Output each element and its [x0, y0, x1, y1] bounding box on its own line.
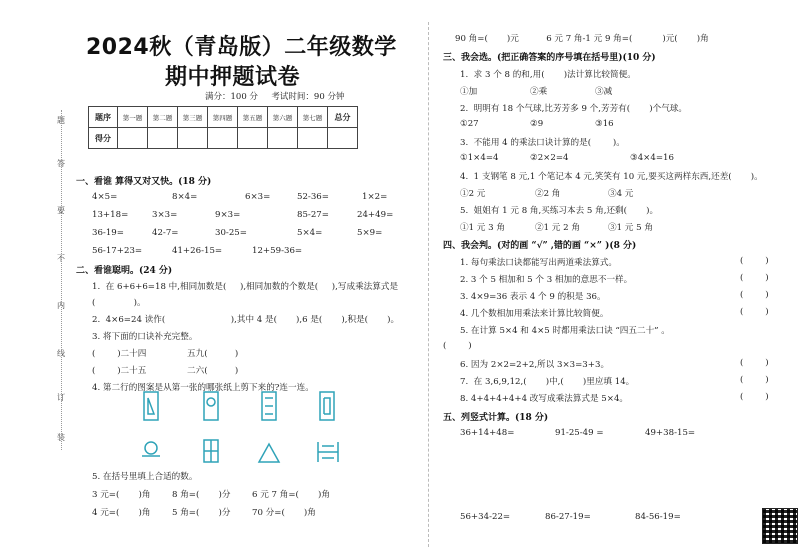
option[interactable]: ①1×4=4 [460, 153, 499, 163]
calc-item: 41+26-15= [172, 246, 223, 256]
binding-char: 答 [57, 159, 65, 168]
question-text: 4 元=( )角 [92, 508, 151, 518]
binding-char: 内 [57, 301, 65, 310]
question-text: 5. 姐姐有 1 元 8 角,买练习本去 5 角,还剩( )。 [460, 206, 659, 216]
option[interactable]: ①2 元 [460, 189, 486, 199]
answer-paren[interactable]: ( ) [443, 341, 472, 351]
score-blank[interactable] [148, 128, 178, 149]
judge-item: 2. 3 个 5 相加和 5 个 3 相加的意思不一样。 [460, 275, 633, 285]
score-blank[interactable] [238, 128, 268, 149]
score-cell: 第六题 [268, 107, 298, 128]
score-cell: 第二题 [148, 107, 178, 128]
vertical-calc-item: 91-25-49 = [555, 428, 604, 438]
option[interactable]: ②1 元 2 角 [535, 223, 580, 233]
triangle-shape-icon [259, 444, 279, 462]
cut-paper-figures [138, 390, 368, 470]
calc-item: 36-19= [92, 228, 124, 238]
score-cell: 第五题 [238, 107, 268, 128]
question-text: 3. 将下面的口诀补充完整。 [92, 332, 198, 342]
score-table [88, 106, 358, 149]
score-blank[interactable] [328, 128, 358, 149]
binding-char: 装 [57, 433, 65, 442]
qr-code-icon [762, 508, 798, 544]
answer-paren[interactable]: ( ) [740, 392, 769, 402]
calc-item: 12+59-36= [252, 246, 303, 256]
answer-paren[interactable]: ( ) [740, 307, 769, 317]
judge-item: 3. 4×9=36 表示 4 个 9 的积是 36。 [460, 292, 606, 302]
binding-margin [0, 0, 65, 552]
judge-item: 8. 4+4+4+4+4 改写成乘法算式是 5×4。 [460, 394, 629, 404]
question-text: 2. 4×6=24 读作( ),其中 4 是( ),6 是( ),积是( )。 [92, 315, 400, 325]
score-cell: 题序 [89, 107, 118, 128]
answer-paren[interactable]: ( ) [740, 358, 769, 368]
circle-cut-icon [207, 398, 215, 406]
calc-item: 5×9= [357, 228, 383, 238]
calc-item: 1×2= [362, 192, 388, 202]
option[interactable]: ③4×4=16 [630, 153, 674, 163]
binding-char: 订 [57, 393, 65, 402]
question-text: 3. 不能用 4 的乘法口诀计算的是( )。 [460, 138, 625, 148]
question-text: 1. 求 3 个 8 的和,用( )法计算比较简便。 [460, 70, 636, 80]
score-cell: 得分 [89, 128, 118, 149]
vertical-calc-item: 86-27-19= [545, 512, 591, 522]
judge-item: 4. 几个数相加用乘法来计算比较简便。 [460, 309, 609, 319]
calc-item: 8×4= [172, 192, 198, 202]
answer-paren[interactable]: ( ) [740, 375, 769, 385]
score-blank[interactable] [298, 128, 328, 149]
question-text: 70 分=( )角 [252, 508, 316, 518]
question-text: 4. 1 支钢笔 8 元,1 个笔记本 4 元,笑笑有 10 元,要买这两样东西,还差( )。 [460, 172, 763, 182]
binding-char: 线 [57, 349, 65, 358]
section-3-title: 三、我会选。(把正确答案的序号填在括号里)(10 分) [443, 53, 656, 63]
question-text: ( )二十四 [92, 349, 147, 359]
binding-char: 不 [57, 254, 65, 263]
triangle-cut-icon [148, 398, 154, 414]
rect-cut-icon [324, 398, 330, 414]
score-table-header-row [89, 107, 358, 128]
bell-shape-icon [145, 442, 157, 454]
judge-item: 6. 因为 2×2=2+2,所以 3×3=3+3。 [460, 360, 610, 370]
option[interactable]: ①27 [460, 119, 479, 129]
option[interactable]: ②乘 [530, 87, 548, 97]
section-5-title: 五、列竖式计算。(18 分) [443, 413, 549, 423]
question-text: 3 元=( )角 [92, 490, 151, 500]
section-1-title: 一、看谁 算得又对又快。(18 分) [76, 177, 212, 187]
score-blank[interactable] [208, 128, 238, 149]
section-2-title: 二、看谁聪明。(24 分) [76, 266, 173, 276]
question-text: ( )。 [92, 298, 146, 308]
option[interactable]: ③4 元 [608, 189, 634, 199]
calc-item: 9×3= [215, 210, 241, 220]
question-text: 5. 在括号里填上合适的数。 [92, 472, 198, 482]
score-table-score-row [89, 128, 358, 149]
vertical-calc-item: 36+14+48= [460, 428, 515, 438]
calc-item: 13+18= [92, 210, 129, 220]
option[interactable]: ①加 [460, 87, 478, 97]
question-text: 90 角=( )元 6 元 7 角-1 元 9 角=( )元( )角 [455, 34, 709, 44]
score-cell: 第七题 [298, 107, 328, 128]
calc-item: 4×5= [92, 192, 118, 202]
calc-item: 52-36= [297, 192, 329, 202]
option[interactable]: ③1 元 5 角 [608, 223, 653, 233]
option[interactable]: ②2×2=4 [530, 153, 569, 163]
score-cell: 总分 [328, 107, 358, 128]
option[interactable]: ②2 角 [535, 189, 561, 199]
page-title-line1: 2024秋（青岛版）二年级数学 [86, 35, 397, 60]
score-blank[interactable] [178, 128, 208, 149]
judge-item: 5. 在计算 5×4 和 4×5 时都用乘法口诀 “四五二十” 。 [460, 326, 670, 336]
question-text: ( )二十五 [92, 366, 147, 376]
vertical-calc-item: 84-56-19= [635, 512, 681, 522]
option[interactable]: ③减 [595, 87, 613, 97]
ladder-shape-icon [318, 442, 338, 462]
vertical-calc-item: 56+34-22= [460, 512, 511, 522]
question-text: 5 角=( )分 [172, 508, 231, 518]
question-text: 五九( ) [187, 349, 239, 359]
binding-char: 要 [57, 206, 65, 215]
answer-paren[interactable]: ( ) [740, 273, 769, 283]
page-divider [428, 22, 429, 547]
question-text: 1. 在 6+6+6=18 中,相同加数是( ),相同加数的个数是( ),写成乘法算式是 [92, 282, 399, 292]
folded-paper-icon [320, 392, 334, 420]
calc-item: 24+49= [357, 210, 394, 220]
question-text: 8 角=( )分 [172, 490, 231, 500]
section-4-title: 四、我会判。(对的画 “√” ,错的画 “×” )(8 分) [443, 241, 637, 251]
score-cell: 第三题 [178, 107, 208, 128]
lines-cut-icon [265, 398, 273, 414]
exam-meta: 满分：100 分 考试时间：90 分钟 [205, 92, 345, 102]
calc-item: 5×4= [297, 228, 323, 238]
question-text: 6 元 7 角=( )角 [252, 490, 330, 500]
calc-item: 3×3= [152, 210, 178, 220]
question-text: 二六( ) [187, 366, 239, 376]
calc-item: 56-17+23= [92, 246, 143, 256]
binding-char: 题 [57, 116, 65, 125]
judge-item: 7. 在 3,6,9,12,( )中,( )里应填 14。 [460, 377, 635, 387]
calc-item: 85-27= [297, 210, 329, 220]
question-text: 2. 明明有 18 个气球,比芳芳多 9 个,芳芳有( )个气球。 [460, 104, 687, 114]
answer-paren[interactable]: ( ) [740, 290, 769, 300]
calc-item: 42-7= [152, 228, 179, 238]
option[interactable]: ③16 [595, 119, 614, 129]
option[interactable]: ②9 [530, 119, 544, 129]
score-cell: 第四题 [208, 107, 238, 128]
question-text: 4. 第二行的图案是从第一张的哪张纸上剪下来的?连一连。 [92, 383, 314, 393]
judge-item: 1. 每句乘法口诀都能写出两道乘法算式。 [460, 258, 618, 268]
score-blank[interactable] [118, 128, 148, 149]
answer-paren[interactable]: ( ) [740, 256, 769, 266]
vertical-calc-item: 49+38-15= [645, 428, 696, 438]
score-cell: 第一题 [118, 107, 148, 128]
calc-item: 6×3= [245, 192, 271, 202]
page-title-line2: 期中押题试卷 [165, 65, 301, 90]
score-blank[interactable] [268, 128, 298, 149]
calc-item: 30-25= [215, 228, 247, 238]
option[interactable]: ①1 元 3 角 [460, 223, 505, 233]
